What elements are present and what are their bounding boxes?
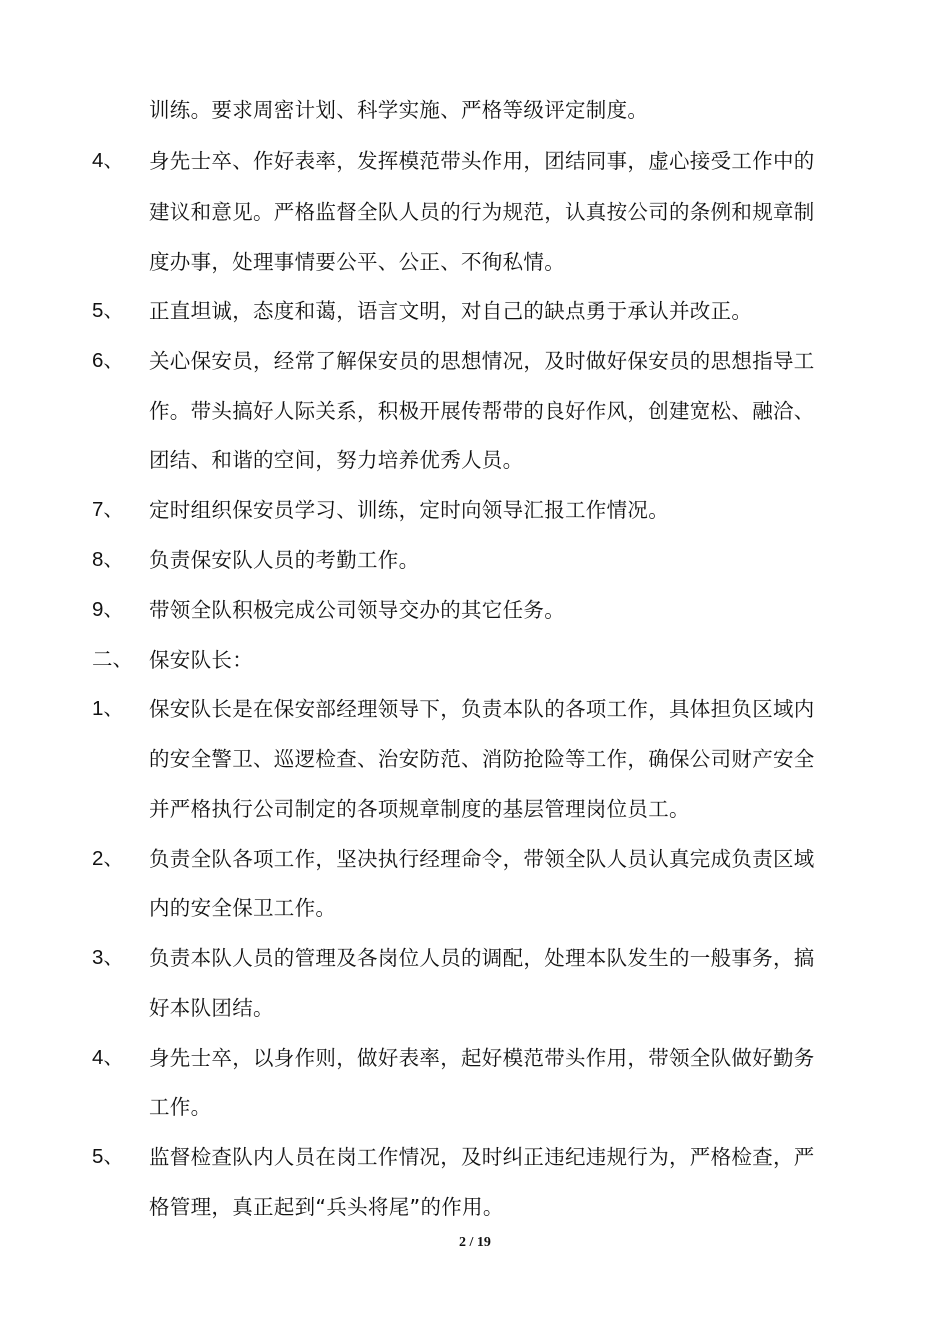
- list-number: 8、: [92, 548, 124, 571]
- list-number: 9、: [92, 598, 124, 621]
- page-number: 2 / 19: [459, 1235, 491, 1250]
- body-line: 保安队长是在保安部经理领导下，负责本队的各项工作，具体担负区域内: [149, 697, 815, 721]
- body-line: 度办事，处理事情要公平、公正、不徇私情。: [149, 250, 565, 274]
- section-heading: 保安队长：: [149, 648, 253, 672]
- list-number: 4、: [92, 149, 124, 172]
- list-number: 1、: [92, 697, 124, 720]
- body-line: 身先士卒，以身作则，做好表率，起好模范带头作用，带领全队做好勤务: [149, 1046, 815, 1070]
- body-line: 带领全队积极完成公司领导交办的其它任务。: [149, 598, 565, 622]
- body-line: 身先士卒、作好表率，发挥模范带头作用，团结同事，虚心接受工作中的: [149, 149, 815, 173]
- body-line: 关心保安员，经常了解保安员的思想情况，及时做好保安员的思想指导工: [149, 349, 815, 373]
- body-line: 团结、和谐的空间，努力培养优秀人员。: [149, 448, 524, 472]
- list-number: 6、: [92, 349, 124, 372]
- body-line: 好本队团结。: [149, 996, 274, 1020]
- list-number: 4、: [92, 1046, 124, 1069]
- body-line: 监督检查队内人员在岗工作情况，及时纠正违纪违规行为，严格检查，严: [149, 1145, 815, 1169]
- body-line: 负责本队人员的管理及各岗位人员的调配，处理本队发生的一般事务，搞: [149, 946, 815, 970]
- body-line: 的安全警卫、巡逻检查、治安防范、消防抢险等工作，确保公司财产安全: [149, 747, 815, 771]
- body-line: 训练。要求周密计划、科学实施、严格等级评定制度。: [149, 98, 649, 122]
- body-line: 并严格执行公司制定的各项规章制度的基层管理岗位员工。: [149, 797, 690, 821]
- body-line: 负责保安队人员的考勤工作。: [149, 548, 420, 572]
- body-line: 工作。: [149, 1095, 212, 1119]
- body-line: 定时组织保安员学习、训练，定时向领导汇报工作情况。: [149, 498, 669, 522]
- body-line: 作。带头搞好人际关系，积极开展传帮带的良好作风，创建宽松、融洽、: [149, 399, 815, 423]
- body-line: 正直坦诚，态度和蔼，语言文明，对自己的缺点勇于承认并改正。: [149, 299, 753, 323]
- body-line: 建议和意见。严格监督全队人员的行为规范，认真按公司的条例和规章制: [149, 200, 815, 224]
- list-number: 5、: [92, 1145, 124, 1168]
- list-number: 3、: [92, 946, 124, 969]
- section-number: 二、: [92, 648, 133, 671]
- body-line: 负责全队各项工作，坚决执行经理命令，带领全队人员认真完成负责区域: [149, 847, 815, 871]
- list-number: 2、: [92, 847, 124, 870]
- list-number: 5、: [92, 299, 124, 322]
- body-line: 格管理，真正起到“兵头将尾”的作用。: [149, 1195, 504, 1219]
- list-number: 7、: [92, 498, 124, 521]
- body-line: 内的安全保卫工作。: [149, 896, 337, 920]
